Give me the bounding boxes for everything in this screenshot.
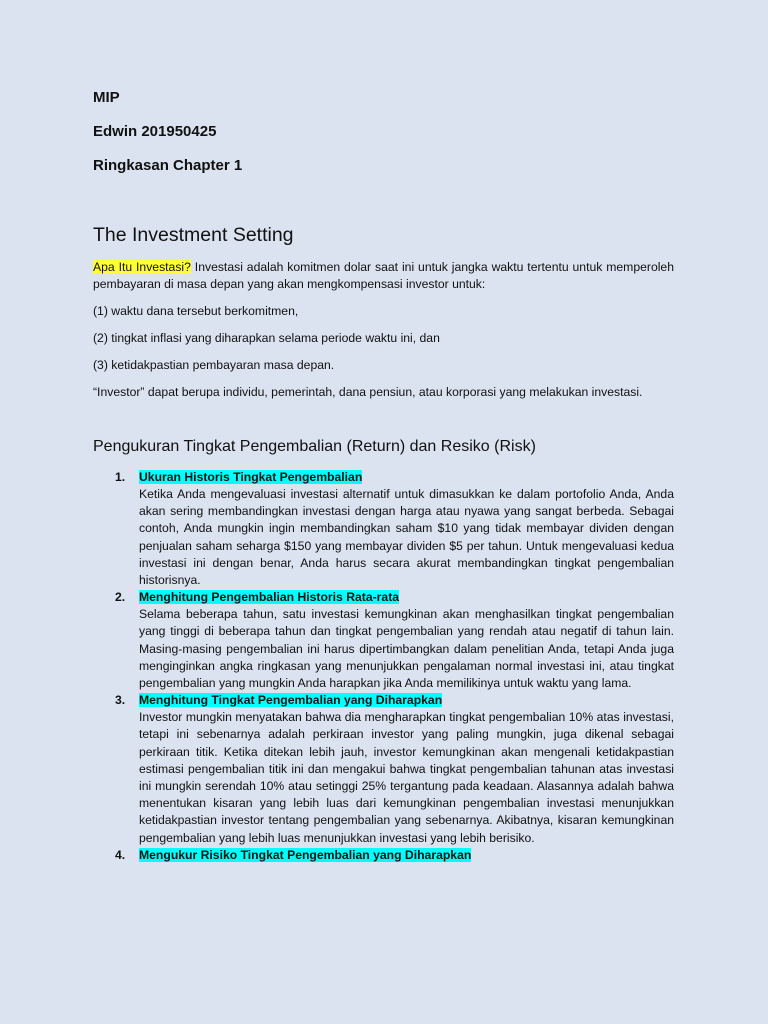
highlighted-question: Apa Itu Investasi? [93, 260, 191, 274]
point-3: (3) ketidakpastian pembayaran masa depan. [93, 358, 335, 372]
numbered-list [93, 469, 674, 864]
item-number: 4. [115, 847, 126, 862]
item-number: 1. [115, 470, 126, 484]
item-text: Investor mungkin menyatakan bahwa dia mengharapkan tingkat pengembalian 10% atas investasi, tetapi ini sebenarnya adalah perkiraan investor yang paling mungkin, juga dikenal sebagai perkiraan titik. Ketika ditekan lebih jauh, investor kemungkinan akan mengenali ketidakpastian estimasi pengembalian titik ini dan mengakui bahwa tingkat pengembalian tahunan atas investasi ini mungkin serendah 10% atau setinggi 25% tergantung pada keadaan. Alasannya adalah bahwa menentukan kisaran yang lebih luas dari kemungkinan pengembalian investasi menunjukkan ketidakpastian investor tentang pengembalian yang sebenarnya. Akibatnya, kisaran kemungkinan pengembalian yang lebih luas menunjukkan investasi yang lebih berisiko. [139, 710, 674, 845]
section-title: Pengukuran Tingkat Pengembalian (Return) dan Resiko (Risk) [93, 438, 536, 455]
list-item [93, 847, 674, 864]
intro-text: Investasi adalah komitmen dolar saat ini untuk jangka waktu tertentu untuk memperoleh pembayaran di masa depan yang akan mengkompensasi investor untuk: [93, 260, 674, 291]
document-content [93, 88, 674, 864]
investor-note: “Investor” dapat berupa individu, pemerintah, dana pensiun, atau korporasi yang melakukan investasi. [93, 385, 643, 399]
author-line: Edwin 201950425 [93, 123, 217, 140]
item-title: Menghitung Pengembalian Historis Rata-rata [139, 590, 400, 605]
list-item [93, 692, 674, 847]
item-text: Ketika Anda mengevaluasi investasi alternatif untuk dimasukkan ke dalam portofolio Anda, Anda akan sering membandingkan investasi dengan harga atau nyawa yang sangat berbeda. Sebagai contoh, Anda mungkin ingin membandingkan saham $10 yang tidak membayar dividen dengan penjualan saham seharga $150 yang membayar dividen $5 per tahun. Untuk mengevaluasi kedua investasi ini dengan benar, Anda harus secara akurat membandingkan tingkat pengembalian historisnya. [139, 487, 674, 588]
intro-paragraph [93, 259, 674, 293]
item-number: 3. [115, 693, 126, 708]
chapter-line: Ringkasan Chapter 1 [93, 157, 243, 174]
item-title: Menghitung Tingkat Pengembalian yang Diharapkan [139, 693, 443, 708]
list-item [93, 589, 674, 692]
course-code: MIP [93, 89, 120, 106]
document-title: The Investment Setting [93, 224, 294, 246]
point-2: (2) tingkat inflasi yang diharapkan selama periode waktu ini, dan [93, 331, 440, 345]
list-item [93, 469, 674, 589]
item-number: 2. [115, 590, 126, 605]
item-text: Selama beberapa tahun, satu investasi kemungkinan akan menghasilkan tingkat pengembalian yang tinggi di beberapa tahun dan tingkat pengembalian yang rendah atau negatif di tahun lain. Masing-masing pengembalian ini harus dipertimbangkan dalam penelitian Anda, tetapi Anda juga menginginkan angka ringkasan yang menunjukkan pengalaman normal investasi ini, atau tingkat pengembalian yang mungkin Anda harapkan jika Anda memilikinya untuk waktu yang lama. [139, 607, 674, 691]
point-1: (1) waktu dana tersebut berkomitmen, [93, 304, 299, 318]
item-title: Ukuran Historis Tingkat Pengembalian [139, 470, 363, 484]
item-title: Mengukur Risiko Tingkat Pengembalian yang Diharapkan [139, 847, 472, 862]
